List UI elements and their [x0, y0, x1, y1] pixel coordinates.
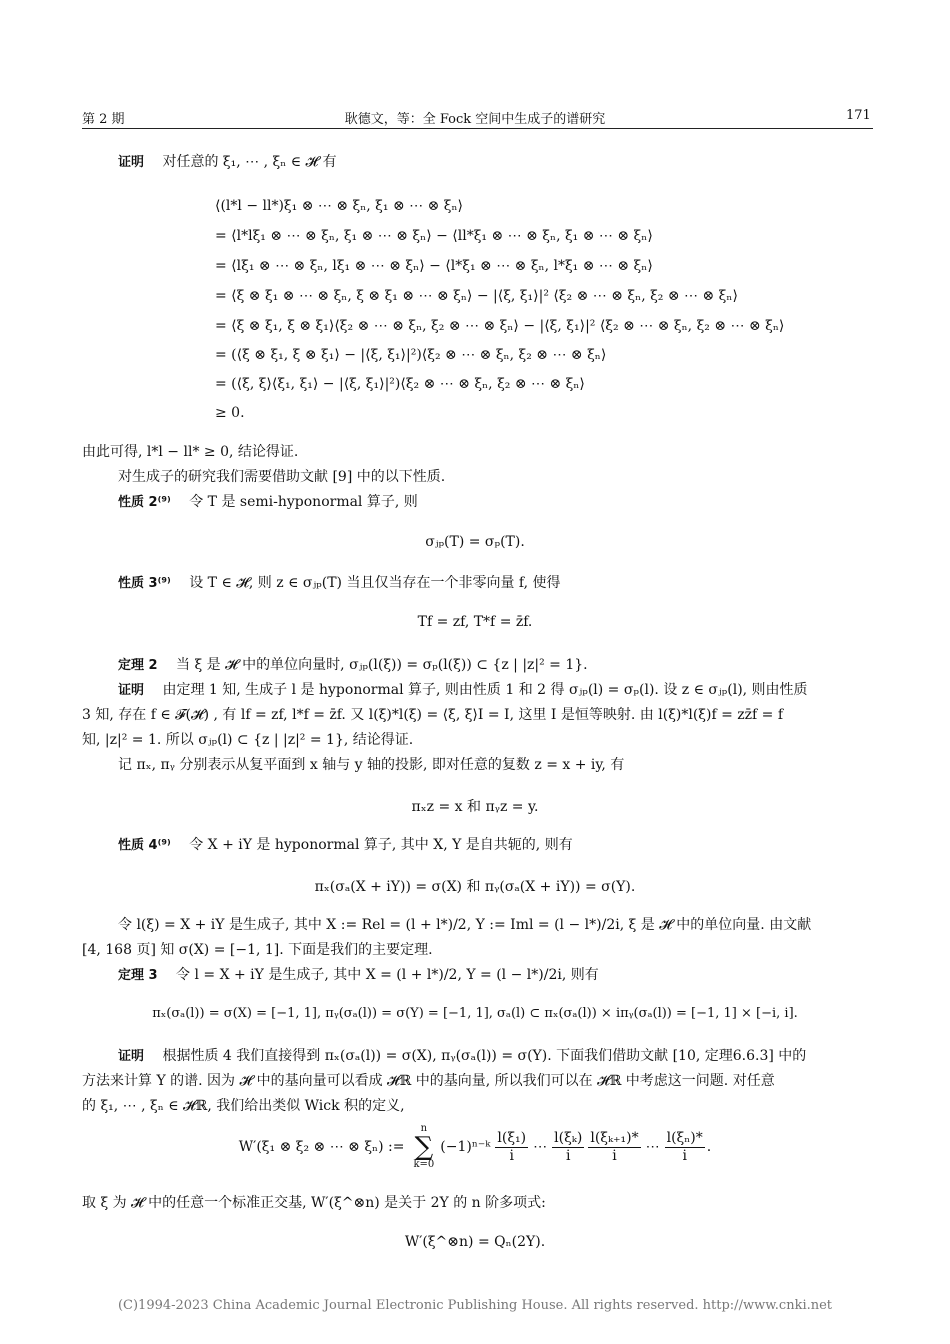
- property4-statement: [118, 835, 573, 856]
- proof1-eq-line-1: ⟨(l*l − ll*)ξ₁ ⊗ ⋯ ⊗ ξₙ, ξ₁ ⊗ ⋯ ⊗ ξₙ⟩: [215, 198, 463, 214]
- property2-equation: σⱼₚ(T) = σₚ(T).: [425, 534, 525, 550]
- property3-statement: [118, 573, 561, 594]
- proof1-eq-line-5: = ⟨ξ ⊗ ξ₁, ξ ⊗ ξ₁⟩⟨ξ₂ ⊗ ⋯ ⊗ ξₙ, ξ₂ ⊗ ⋯ ⊗ ξₙ⟩ − |⟨ξ, ξ₁⟩|² ⟨ξ₂ ⊗ ⋯ ⊗ ξₙ, ξ₂ ⊗ ⋯ ⊗ ξₙ⟩: [215, 318, 785, 334]
- proof1-label: 证明: [118, 155, 145, 170]
- property4-equation: πₓ(σₐ(X + iY)) = σ(X) 和 πᵧ(σₐ(X + iY)) = σ(Y).: [314, 879, 636, 895]
- wick-dots-1: ⋯: [533, 1139, 548, 1155]
- wick-fraction-3-numerator: l(ξₖ₊₁)*: [590, 1129, 639, 1146]
- proof1-eq-line-7: = (⟨ξ, ξ⟩⟨ξ₁, ξ₁⟩ − |⟨ξ, ξ₁⟩|²)⟨ξ₂ ⊗ ⋯ ⊗ ξₙ, ξ₂ ⊗ ⋯ ⊗ ξₙ⟩: [215, 376, 585, 392]
- wick-fraction-3: [588, 1130, 640, 1165]
- property2-label: 性质 2⁽⁹⁾: [118, 495, 171, 510]
- proof3-line-3: 的 ξ₁, ⋯ , ξₙ ∈ 𝓗ℝ, 我们给出类似 Wick 积的定义,: [82, 1098, 405, 1114]
- intro-paragraph: 对生成子的研究我们需要借助文献 [9] 中的以下性质.: [118, 469, 446, 485]
- proof1-eq-line-4: = ⟨ξ ⊗ ξ₁ ⊗ ⋯ ⊗ ξₙ, ξ ⊗ ξ₁ ⊗ ⋯ ⊗ ξₙ⟩ − |⟨ξ, ξ₁⟩|² ⟨ξ₂ ⊗ ⋯ ⊗ ξₙ, ξ₂ ⊗ ⋯ ⊗ ξₙ⟩: [215, 288, 738, 304]
- proof1-intro: [118, 152, 337, 173]
- proof3-final-equation: W′(ξ^⊗n) = Qₙ(2Y).: [404, 1234, 546, 1250]
- proof3-line-1: [118, 1046, 806, 1067]
- property4-label: 性质 4⁽⁹⁾: [118, 838, 171, 853]
- page-number: 171: [846, 108, 871, 123]
- property2-statement: [118, 492, 418, 513]
- proof1-eq-line-3: = ⟨lξ₁ ⊗ ⋯ ⊗ ξₙ, lξ₁ ⊗ ⋯ ⊗ ξₙ⟩ − ⟨l*ξ₁ ⊗ ⋯ ⊗ ξₙ, l*ξ₁ ⊗ ⋯ ⊗ ξₙ⟩: [215, 258, 653, 274]
- theorem2-text: 当 ξ 是 𝓗 中的单位向量时, σⱼₚ(l(ξ)) = σₚ(l(ξ)) ⊂ {z | |z|² = 1}.: [176, 657, 588, 673]
- wick-sum-bottom: k=0: [413, 1159, 435, 1170]
- running-header-title: 耿德文，等：全 Fock 空间中生成子的谱研究: [344, 112, 606, 127]
- theorem2-label: 定理 2: [118, 658, 158, 673]
- wick-dots-2: ⋯: [645, 1139, 660, 1155]
- property3-text: 设 T ∈ 𝓗, 则 z ∈ σⱼₚ(T) 当且仅当存在一个非零向量 f, 使得: [189, 575, 561, 591]
- main-paragraph-line-2: [4, 168 页] 知 σ(X) = [−1, 1]. 下面是我们的主要定理.: [82, 942, 433, 958]
- property2-text: 令 T 是 semi-hyponormal 算子, 则: [189, 494, 418, 510]
- wick-fraction-4-numerator: l(ξₙ)*: [666, 1129, 703, 1146]
- proof1-eq-line-6: = (⟨ξ ⊗ ξ₁, ξ ⊗ ξ₁⟩ − |⟨ξ, ξ₁⟩|²)⟨ξ₂ ⊗ ⋯ ⊗ ξₙ, ξ₂ ⊗ ⋯ ⊗ ξₙ⟩: [215, 347, 607, 363]
- wick-fraction-2: [552, 1130, 584, 1165]
- proof2-line-2: 3 知, 存在 f ∈ 𝓕(𝓗) , 有 lf = zf, l*f = z̄f. 又 l(ξ)*l(ξ) = ⟨ξ, ξ⟩I = I, 这里 I 是恒等映射. 由 l(ξ)*l(ξ)f = zz̄f = f: [82, 707, 784, 723]
- wick-fraction-4: [665, 1130, 705, 1165]
- proof2-label: 证明: [118, 683, 145, 698]
- wick-sum-symbol: ∑: [414, 1132, 434, 1162]
- proof1-conclusion: 由此可得, l*l − ll* ≥ 0, 结论得证.: [82, 444, 299, 460]
- copyright-footer: (C)1994-2023 China Academic Journal Electronic Publishing House. All rights reserved. http://www.cnki.net: [117, 1298, 833, 1313]
- wick-fraction-2-numerator: l(ξₖ): [554, 1129, 583, 1146]
- projection-equation: πₓz = x 和 πᵧz = y.: [411, 799, 539, 815]
- theorem2-statement: [118, 655, 588, 676]
- proof1-eq-line-2: = ⟨l*lξ₁ ⊗ ⋯ ⊗ ξₙ, ξ₁ ⊗ ⋯ ⊗ ξₙ⟩ − ⟨ll*ξ₁ ⊗ ⋯ ⊗ ξₙ, ξ₁ ⊗ ⋯ ⊗ ξₙ⟩: [215, 228, 653, 244]
- theorem3-text: 令 l = X + iY 是生成子, 其中 X = (l + l*)/2, Y = (l − l*)/2i, 则有: [176, 967, 599, 983]
- proof3-line-1-text: 根据性质 4 我们直接得到 πₓ(σₐ(l)) = σ(X), πᵧ(σₐ(l)) = σ(Y). 下面我们借助文献 [10, 定理6.6.3] 中的: [162, 1048, 807, 1064]
- proof2-line-1-text: 由定理 1 知, 生成子 l 是 hyponormal 算子, 则由性质 1 和 2 得 σⱼₚ(l) = σₚ(l). 设 z ∈ σⱼₚ(l), 则由性质: [162, 682, 808, 698]
- wick-fraction-1-numerator: l(ξ₁): [497, 1129, 527, 1146]
- wick-sum-top: n: [420, 1123, 428, 1134]
- proof2-line-1: [118, 680, 808, 701]
- running-header-issue: 第 2 期: [82, 112, 125, 127]
- proof3-label: 证明: [118, 1049, 145, 1064]
- wick-lhs: W′(ξ₁ ⊗ ξ₂ ⊗ ⋯ ⊗ ξₙ) :=: [238, 1139, 405, 1155]
- wick-fraction-2-denominator: i: [566, 1147, 571, 1164]
- theorem3-statement: [118, 965, 599, 986]
- proof2-line-3: 知, |z|² = 1. 所以 σⱼₚ(l) ⊂ {z | |z|² = 1}, 结论得证.: [82, 732, 414, 748]
- proof1-eq-line-8: ≥ 0.: [215, 405, 245, 421]
- main-paragraph-line-1: 令 l(ξ) = X + iY 是生成子, 其中 X := Rel = (l + l*)/2, Y := Iml = (l − l*)/2i, ξ 是 𝓗 中的单位向量. 由文献: [118, 917, 812, 933]
- wick-fraction-1: [495, 1130, 528, 1165]
- wick-fraction-1-denominator: i: [509, 1147, 515, 1164]
- wick-sign: (−1)ⁿ⁻ᵏ: [440, 1139, 491, 1155]
- projection-text: 记 πₓ, πᵧ 分别表示从复平面到 x 轴与 y 轴的投影, 即对任意的复数 z = x + iy, 有: [118, 757, 625, 773]
- wick-fraction-4-denominator: i: [682, 1147, 687, 1164]
- property4-text: 令 X + iY 是 hyponormal 算子, 其中 X, Y 是自共轭的, 则有: [189, 837, 573, 853]
- theorem3-label: 定理 3: [118, 968, 158, 983]
- wick-definition-equation: [0, 1124, 950, 1170]
- property3-label: 性质 3⁽⁹⁾: [118, 576, 171, 591]
- wick-end-period: .: [706, 1139, 712, 1155]
- theorem3-equation: πₓ(σₐ(l)) = σ(X) = [−1, 1], πᵧ(σₐ(l)) = σ(Y) = [−1, 1], σₐ(l) ⊂ πₓ(σₐ(l)) × iπᵧ(σₐ(l)) = [−1, 1] × [−i, i].: [152, 1006, 798, 1021]
- proof1-intro-text: 对任意的 ξ₁, ⋯ , ξₙ ∈ 𝓗 有: [162, 154, 337, 170]
- wick-fraction-3-denominator: i: [612, 1147, 617, 1164]
- proof3-line-2: 方法来计算 Y 的谱. 因为 𝓗 中的基向量可以看成 𝓗ℝ 中的基向量, 所以我们可以在 𝓗ℝ 中考虑这一问题. 对任意: [82, 1073, 775, 1089]
- wick-sum: [413, 1124, 434, 1170]
- property3-equation: Tf = zf, T*f = z̄f.: [417, 614, 533, 630]
- header-rule: [82, 128, 873, 129]
- proof3-after: 取 ξ 为 𝓗 中的任意一个标准正交基, W′(ξ^⊗n) 是关于 2Y 的 n 阶多项式:: [82, 1195, 546, 1211]
